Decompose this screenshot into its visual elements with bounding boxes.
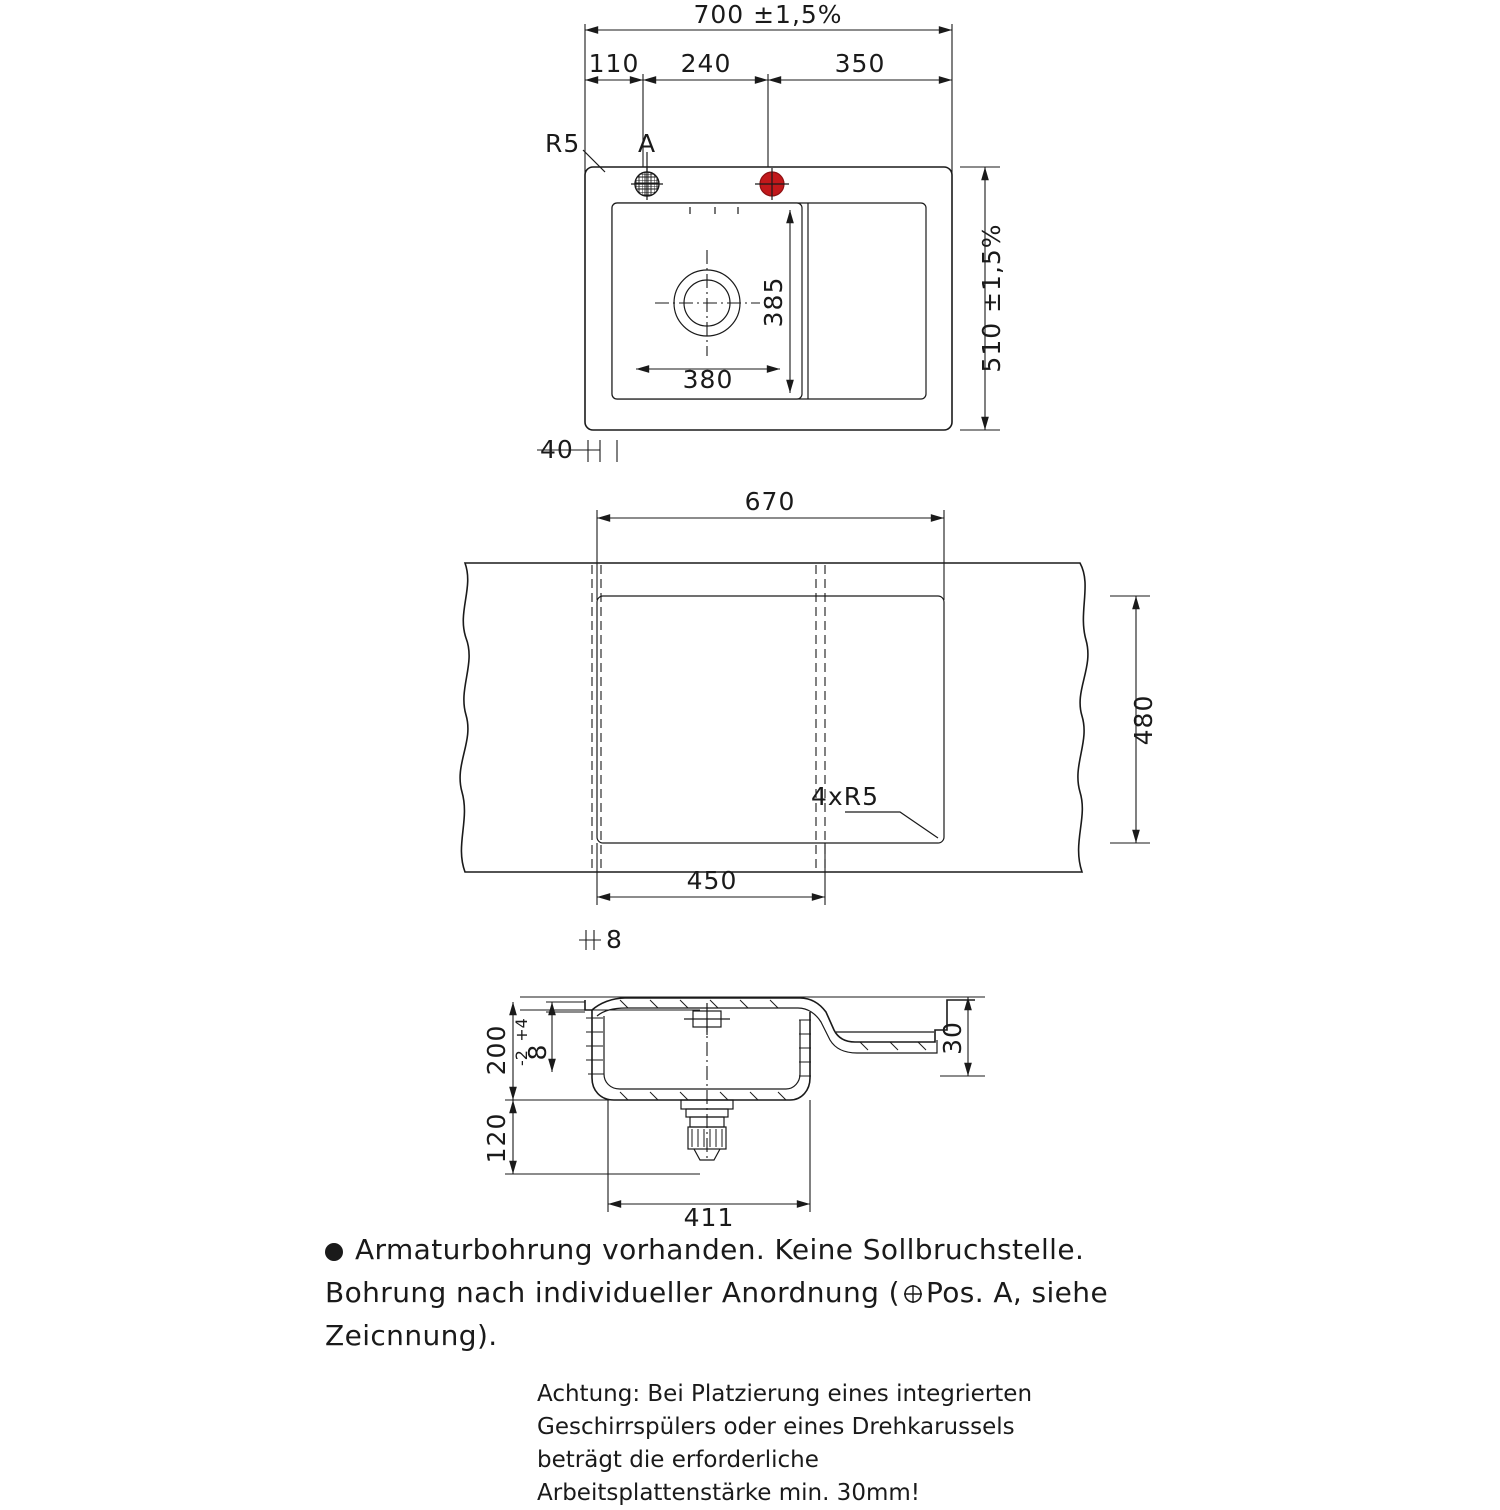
label-thickness-8: 8 xyxy=(606,925,623,954)
label-bowl-width: 380 xyxy=(682,365,734,394)
label-drain-depth-120: 120 xyxy=(482,1112,511,1164)
top-view xyxy=(537,0,1006,464)
dimension-cutout-width xyxy=(597,510,944,600)
sink-section-body xyxy=(585,998,975,1100)
label-cutout-inner-width: 450 xyxy=(686,866,738,895)
note-line-1: Armaturbohrung vorhanden. Keine Sollbruchstelle. xyxy=(325,1228,1225,1271)
dimension-plate-tolerance xyxy=(546,1002,585,1072)
label-bowl-height-200: 200 xyxy=(482,1024,511,1076)
label-cutout-width: 670 xyxy=(744,487,796,516)
label-plate-tolerance: 8 xyxy=(523,1043,552,1061)
label-drain-position-411: 411 xyxy=(683,1203,735,1232)
note-line-3: Zeicnnung). xyxy=(325,1319,498,1352)
label-cutout-depth: 480 xyxy=(1129,694,1158,746)
worktop-outline xyxy=(460,563,1088,872)
cutout-view xyxy=(460,487,1158,954)
note-line-2: Bohrung nach individueller Anordnung ( Pos. A, siehe xyxy=(325,1276,1109,1309)
label-bowl-depth: 385 xyxy=(759,276,788,328)
filled-circle-icon xyxy=(325,1243,343,1261)
label-seg-110: 110 xyxy=(588,49,640,78)
warning-line-4: Arbeitsplattenstärke min. 30mm! xyxy=(537,1480,920,1506)
label-seg-240: 240 xyxy=(680,49,732,78)
label-pos-a: A xyxy=(638,129,657,158)
warning-line-2: Geschirrspülers oder eines Drehkarussels xyxy=(537,1414,1015,1440)
section-view xyxy=(482,997,985,1232)
label-plate-tolerance-plus: +4 xyxy=(512,1018,531,1042)
label-r5: R5 xyxy=(545,129,581,158)
label-total-depth: 510 ±1,5% xyxy=(977,223,1006,373)
warning-block xyxy=(537,1378,1157,1510)
label-total-width: 700 ±1,5% xyxy=(693,0,843,29)
leader-4xr5 xyxy=(845,812,938,838)
dimension-drain-depth-120 xyxy=(505,1100,700,1174)
cutout-rectangle xyxy=(597,596,944,843)
label-plate-tolerance-minus: -2 xyxy=(512,1050,531,1066)
label-4xr5: 4xR5 xyxy=(811,782,879,811)
label-edge-40: 40 xyxy=(540,435,574,464)
label-overhang-30: 30 xyxy=(938,1021,967,1055)
label-seg-350: 350 xyxy=(834,49,886,78)
warning-line-1: Achtung: Bei Platzierung eines integrierten xyxy=(537,1381,1033,1407)
dimension-thickness-8 xyxy=(579,930,601,950)
warning-line-3: beträgt die erforderliche xyxy=(537,1447,819,1473)
crosshair-circle-icon xyxy=(902,1283,924,1305)
dimension-segments xyxy=(585,74,952,175)
notes-block xyxy=(325,1228,1225,1357)
